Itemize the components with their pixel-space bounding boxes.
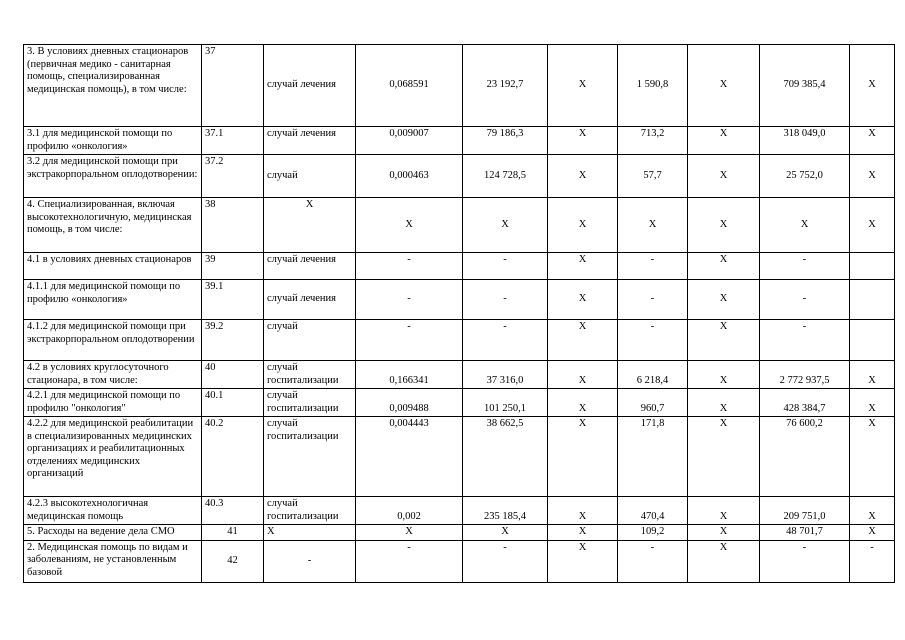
unit-cell: случай лечения xyxy=(264,45,356,127)
row-label-cell: 4.1.2 для медицинской помощи при экстракорпоральном оплодотворении xyxy=(24,320,202,361)
volume-norm-cell: - xyxy=(356,253,463,280)
oms-total-cell: X xyxy=(760,198,850,253)
budget-total-cell: X xyxy=(688,361,760,389)
volume-norm-cell: 0,009007 xyxy=(356,127,463,155)
budget-total-cell: X xyxy=(688,540,760,582)
budget-total-cell: X xyxy=(688,497,760,525)
row-number-cell: 39.1 xyxy=(202,280,264,320)
oms-per-capita-cell: - xyxy=(618,320,688,361)
row-number-cell: 38 xyxy=(202,198,264,253)
oms-per-capita-cell: - xyxy=(618,253,688,280)
volume-norm-cell: - xyxy=(356,280,463,320)
oms-total-cell: 318 049,0 xyxy=(760,127,850,155)
volume-norm-cell: X xyxy=(356,525,463,541)
oms-per-capita-cell: 713,2 xyxy=(618,127,688,155)
share-cell: X xyxy=(850,525,895,541)
oms-total-cell: - xyxy=(760,253,850,280)
budget-total-cell: X xyxy=(688,127,760,155)
oms-per-capita-cell: 960,7 xyxy=(618,389,688,417)
unit-cell: случай xyxy=(264,155,356,198)
oms-per-capita-cell: 171,8 xyxy=(618,417,688,497)
oms-per-capita-cell: 109,2 xyxy=(618,525,688,541)
share-cell: X xyxy=(850,497,895,525)
budget-per-capita-cell: X xyxy=(548,361,618,389)
table-row xyxy=(24,127,895,155)
oms-total-cell: 48 701,7 xyxy=(760,525,850,541)
volume-norm-cell: 0,004443 xyxy=(356,417,463,497)
share-cell: X xyxy=(850,389,895,417)
row-number-cell: 37 xyxy=(202,45,264,127)
share-cell: X xyxy=(850,198,895,253)
unit-cell: X xyxy=(264,198,356,253)
budget-per-capita-cell: X xyxy=(548,417,618,497)
cost-norm-cell: X xyxy=(463,525,548,541)
row-label-cell: 4.2 в условиях круглосуточного стационара, в том числе: xyxy=(24,361,202,389)
row-label-cell: 4.2.1 для медицинской помощи по профилю "онкология" xyxy=(24,389,202,417)
row-number-cell: 42 xyxy=(202,540,264,582)
oms-total-cell: 2 772 937,5 xyxy=(760,361,850,389)
unit-cell: случай лечения xyxy=(264,280,356,320)
row-number-cell: 37.2 xyxy=(202,155,264,198)
row-label-cell: 3.2 для медицинской помощи при экстракорпоральном оплодотворении: xyxy=(24,155,202,198)
row-label-cell: 4.2.3 высокотехнологичная медицинская помощь xyxy=(24,497,202,525)
share-cell: X xyxy=(850,127,895,155)
budget-total-cell: X xyxy=(688,389,760,417)
table-row xyxy=(24,280,895,320)
unit-cell: случай лечения xyxy=(264,253,356,280)
oms-total-cell: 25 752,0 xyxy=(760,155,850,198)
row-label-cell: 4. Специализированная, включая высокотехнологичную, медицинская помощь, в том числе: xyxy=(24,198,202,253)
budget-total-cell: X xyxy=(688,280,760,320)
cost-norm-cell: - xyxy=(463,540,548,582)
cost-norm-cell: - xyxy=(463,320,548,361)
unit-cell: случай xyxy=(264,320,356,361)
share-cell: X xyxy=(850,417,895,497)
volume-norm-cell: 0,009488 xyxy=(356,389,463,417)
table-body xyxy=(24,45,895,583)
unit-cell: - xyxy=(264,540,356,582)
budget-per-capita-cell: X xyxy=(548,155,618,198)
row-number-cell: 40.1 xyxy=(202,389,264,417)
budget-total-cell: X xyxy=(688,253,760,280)
table-row xyxy=(24,198,895,253)
budget-per-capita-cell: X xyxy=(548,280,618,320)
budget-total-cell: X xyxy=(688,525,760,541)
budget-total-cell: X xyxy=(688,417,760,497)
row-number-cell: 39 xyxy=(202,253,264,280)
cost-norm-cell: 37 316,0 xyxy=(463,361,548,389)
unit-cell: случай госпитализации xyxy=(264,417,356,497)
unit-cell: случай госпитализации xyxy=(264,497,356,525)
budget-per-capita-cell: X xyxy=(548,497,618,525)
table-row xyxy=(24,389,895,417)
medical-care-volume-table xyxy=(23,44,895,583)
cost-norm-cell: - xyxy=(463,253,548,280)
row-number-cell: 40 xyxy=(202,361,264,389)
unit-cell: случай госпитализации xyxy=(264,389,356,417)
row-label-cell: 4.2.2 для медицинской реабилитации в специализированных медицинских организациях и реабилитационных отделениях медицинских организаций xyxy=(24,417,202,497)
oms-total-cell: - xyxy=(760,320,850,361)
budget-total-cell: X xyxy=(688,45,760,127)
table-row xyxy=(24,45,895,127)
share-cell: X xyxy=(850,155,895,198)
share-cell: X xyxy=(850,361,895,389)
budget-per-capita-cell: X xyxy=(548,253,618,280)
oms-per-capita-cell: - xyxy=(618,540,688,582)
budget-total-cell: X xyxy=(688,320,760,361)
table-row xyxy=(24,497,895,525)
oms-total-cell: - xyxy=(760,540,850,582)
row-label-cell: 3.1 для медицинской помощи по профилю «онкология» xyxy=(24,127,202,155)
budget-total-cell: X xyxy=(688,198,760,253)
volume-norm-cell: 0,166341 xyxy=(356,361,463,389)
budget-per-capita-cell: X xyxy=(548,540,618,582)
cost-norm-cell: 23 192,7 xyxy=(463,45,548,127)
row-number-cell: 40.2 xyxy=(202,417,264,497)
table-row xyxy=(24,540,895,582)
volume-norm-cell: - xyxy=(356,320,463,361)
oms-total-cell: 209 751,0 xyxy=(760,497,850,525)
oms-per-capita-cell: 6 218,4 xyxy=(618,361,688,389)
row-label-cell: 4.1 в условиях дневных стационаров xyxy=(24,253,202,280)
budget-total-cell: X xyxy=(688,155,760,198)
oms-per-capita-cell: 57,7 xyxy=(618,155,688,198)
oms-per-capita-cell: - xyxy=(618,280,688,320)
row-number-cell: 41 xyxy=(202,525,264,541)
unit-cell: случай госпитализации xyxy=(264,361,356,389)
row-label-cell: 3. В условиях дневных стационаров (первичная медико - санитарная помощь, специализированная медицинская помощь), в том числе: xyxy=(24,45,202,127)
table-row xyxy=(24,155,895,198)
budget-per-capita-cell: X xyxy=(548,389,618,417)
share-cell: - xyxy=(850,540,895,582)
row-number-cell: 40.3 xyxy=(202,497,264,525)
share-cell xyxy=(850,253,895,280)
budget-per-capita-cell: X xyxy=(548,45,618,127)
cost-norm-cell: 101 250,1 xyxy=(463,389,548,417)
row-label-cell: 4.1.1 для медицинской помощи по профилю «онкология» xyxy=(24,280,202,320)
volume-norm-cell: 0,002 xyxy=(356,497,463,525)
budget-per-capita-cell: X xyxy=(548,320,618,361)
table-row xyxy=(24,361,895,389)
oms-total-cell: 428 384,7 xyxy=(760,389,850,417)
budget-per-capita-cell: X xyxy=(548,525,618,541)
volume-norm-cell: X xyxy=(356,198,463,253)
oms-total-cell: - xyxy=(760,280,850,320)
cost-norm-cell: 38 662,5 xyxy=(463,417,548,497)
oms-total-cell: 709 385,4 xyxy=(760,45,850,127)
table-row xyxy=(24,417,895,497)
row-label-cell: 2. Медицинская помощь по видам и заболеваниям, не установленным базовой xyxy=(24,540,202,582)
share-cell xyxy=(850,320,895,361)
row-number-cell: 37.1 xyxy=(202,127,264,155)
oms-total-cell: 76 600,2 xyxy=(760,417,850,497)
share-cell: X xyxy=(850,45,895,127)
row-number-cell: 39.2 xyxy=(202,320,264,361)
oms-per-capita-cell: 470,4 xyxy=(618,497,688,525)
cost-norm-cell: 124 728,5 xyxy=(463,155,548,198)
volume-norm-cell: 0,000463 xyxy=(356,155,463,198)
volume-norm-cell: - xyxy=(356,540,463,582)
share-cell xyxy=(850,280,895,320)
budget-per-capita-cell: X xyxy=(548,198,618,253)
unit-cell: случай лечения xyxy=(264,127,356,155)
table-row xyxy=(24,525,895,541)
volume-norm-cell: 0,068591 xyxy=(356,45,463,127)
cost-norm-cell: - xyxy=(463,280,548,320)
oms-per-capita-cell: X xyxy=(618,198,688,253)
budget-per-capita-cell: X xyxy=(548,127,618,155)
oms-per-capita-cell: 1 590,8 xyxy=(618,45,688,127)
table-row xyxy=(24,320,895,361)
unit-cell: X xyxy=(264,525,356,541)
cost-norm-cell: 235 185,4 xyxy=(463,497,548,525)
cost-norm-cell: 79 186,3 xyxy=(463,127,548,155)
row-label-cell: 5. Расходы на ведение дела СМО xyxy=(24,525,202,541)
table-row xyxy=(24,253,895,280)
cost-norm-cell: X xyxy=(463,198,548,253)
